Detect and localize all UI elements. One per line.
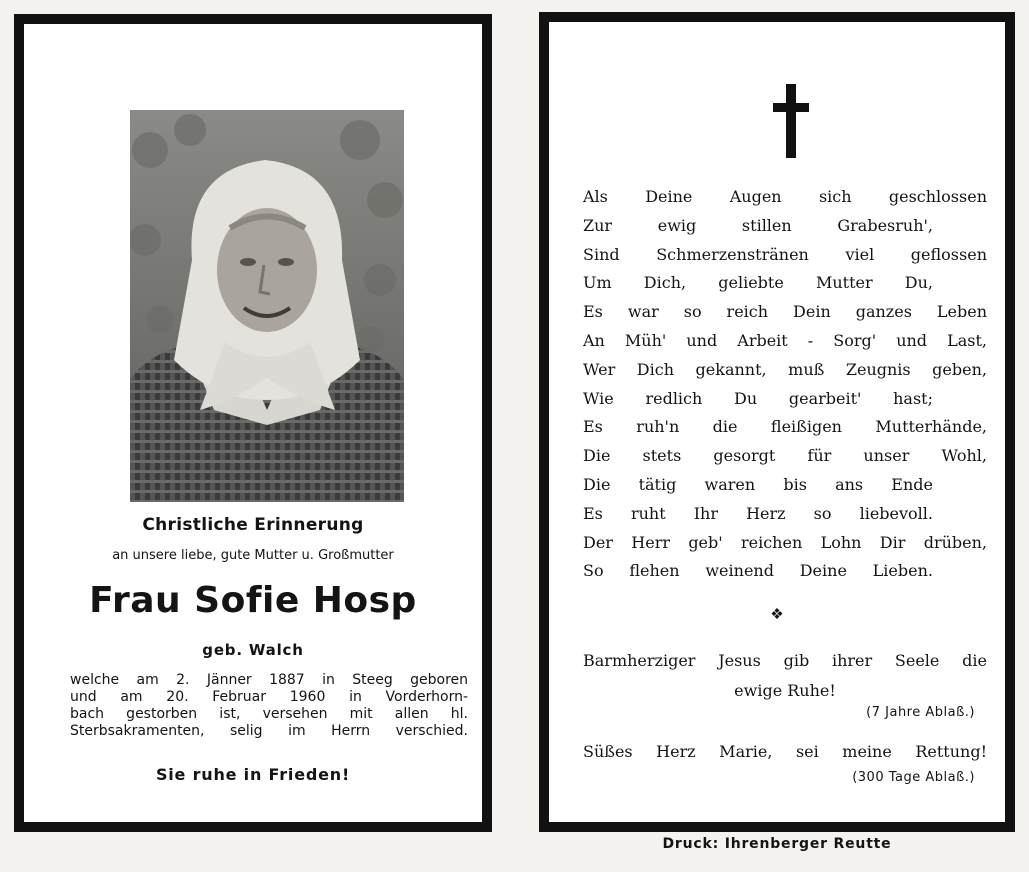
life-line: welche am 2. Jänner 1887 in Steeg geboren: [70, 672, 468, 688]
rest-in-peace-text: Sie ruhe in Frieden!: [155, 765, 351, 784]
prayer-heart-mary: Süßes Herz Marie, sei meine Rettung!: [583, 742, 987, 761]
birth-name: geb. Walch: [202, 641, 304, 659]
poem-line: Es ruht Ihr Herz so liebevoll.: [583, 503, 933, 523]
poem-line: Die tätig waren bis ans Ende: [583, 474, 933, 494]
prayer-line: ewige Ruhe!: [734, 681, 836, 700]
memorial-card-front: [14, 14, 492, 832]
life-line: Sterbsakramenten, selig im Herrn verschied.: [70, 723, 468, 739]
indulgence-note: (7 Jahre Ablaß.): [866, 705, 975, 720]
poem-line: Die stets gesorgt für unser Wohl,: [583, 446, 987, 466]
poem-line: Sind Schmerzenstränen viel geflossen: [583, 244, 987, 264]
indulgence-note: (300 Tage Ablaß.): [852, 770, 975, 785]
poem: [583, 183, 987, 586]
poem-line: Der Herr geb' reichen Lohn Dir drüben,: [583, 532, 987, 552]
poem-line: So flehen weinend Deine Lieben.: [583, 561, 933, 581]
poem-line: Um Dich, geliebte Mutter Du,: [583, 273, 933, 293]
life-dates-text: [70, 672, 468, 740]
dedication-text: an unsere liebe, gute Mutter u. Großmutter: [112, 548, 394, 563]
life-line: bach gestorben ist, versehen mit allen hl.: [70, 706, 468, 722]
memorial-card-back: [539, 12, 1015, 832]
cross-icon: [773, 84, 809, 158]
life-line: und am 20. Februar 1960 in Vorderhorn-: [70, 689, 468, 705]
ornament-icon: ❖: [770, 605, 784, 623]
prayer-line: Barmherziger Jesus gib ihrer Seele die: [583, 651, 987, 670]
prayer-jesus: [583, 646, 987, 706]
poem-line: Es ruh'n die fleißigen Mutterhände,: [583, 417, 987, 437]
portrait-photo: [130, 110, 404, 502]
poem-line: Wie redlich Du gearbeit' hast;: [583, 388, 933, 408]
deceased-name: Frau Sofie Hosp: [89, 580, 417, 621]
printer-credit: Druck: Ihrenberger Reutte: [662, 836, 892, 852]
poem-line: Wer Dich gekannt, muß Zeugnis geben,: [583, 359, 987, 379]
poem-line: Als Deine Augen sich geschlossen: [583, 187, 987, 206]
poem-line: Es war so reich Dein ganzes Leben: [583, 302, 987, 322]
poem-line: Zur ewig stillen Grabesruh',: [583, 215, 933, 235]
poem-line: An Müh' und Arbeit - Sorg' und Last,: [583, 330, 987, 350]
heading: Christliche Erinnerung: [142, 515, 364, 535]
